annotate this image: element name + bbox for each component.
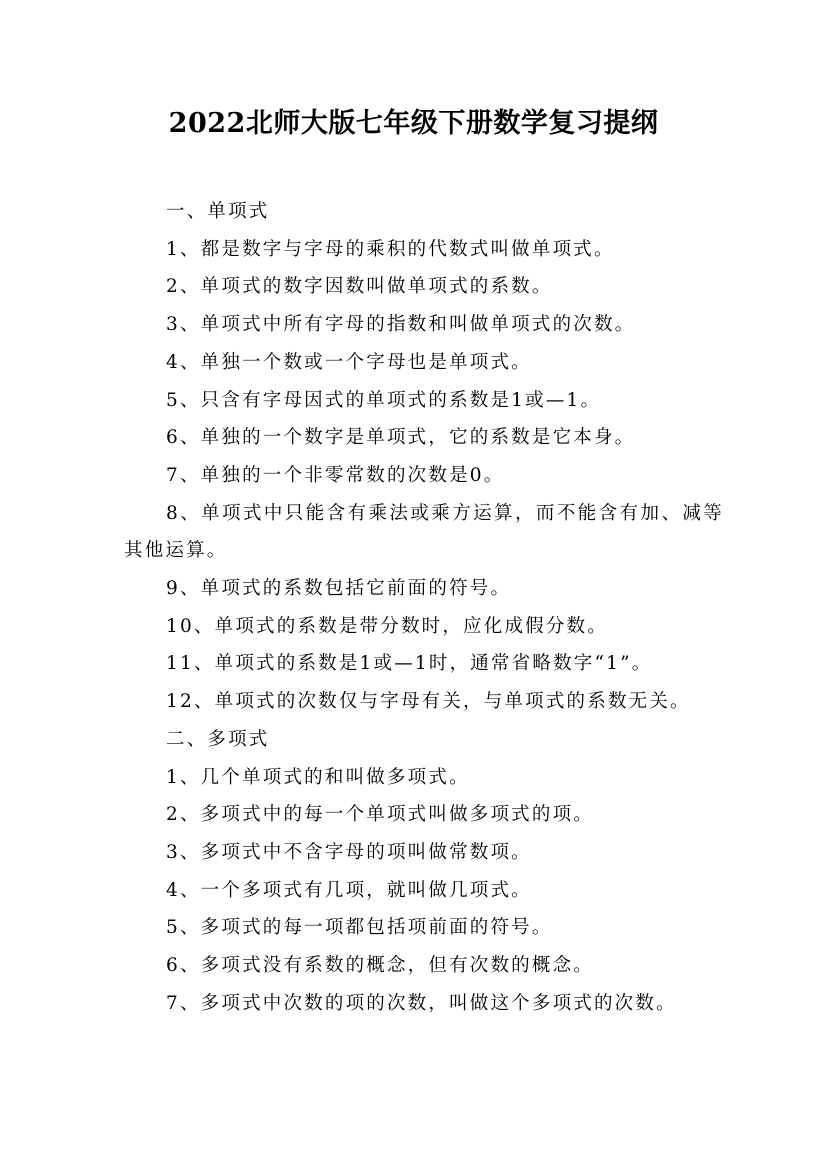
list-item: 3、单项式中所有字母的指数和叫做单项式的次数。 bbox=[166, 314, 636, 336]
list-item: 4、一个多项式有几项，就叫做几项式。 bbox=[166, 879, 532, 901]
section-heading-polynomial: 二、多项式 bbox=[166, 728, 270, 750]
list-item: 9、单项式的系数包括它前面的符号。 bbox=[166, 578, 512, 600]
list-item: 7、多项式中次数的项的次数，叫做这个多项式的次数。 bbox=[166, 992, 677, 1014]
list-item: 7、单独的一个非零常数的次数是0。 bbox=[166, 464, 505, 486]
list-item: 10、单项式的系数是带分数时，应化成假分数。 bbox=[166, 615, 608, 637]
list-item: 6、单独的一个数字是单项式，它的系数是它本身。 bbox=[166, 427, 636, 449]
list-item: 1、几个单项式的和叫做多项式。 bbox=[166, 766, 470, 788]
document-body bbox=[124, 193, 724, 1022]
list-item: 5、只含有字母因式的单项式的系数是1或—1。 bbox=[166, 389, 602, 411]
list-item: 1、都是数字与字母的乘积的代数式叫做单项式。 bbox=[166, 238, 615, 260]
list-item: 2、单项式的数字因数叫做单项式的系数。 bbox=[166, 276, 553, 298]
page-title: 2022北师大版七年级下册数学复习提纲 bbox=[168, 108, 659, 139]
section-heading-monomial: 一、单项式 bbox=[166, 201, 270, 222]
list-item: 3、多项式中不含字母的项叫做常数项。 bbox=[166, 841, 532, 863]
list-item: 4、单独一个数或一个字母也是单项式。 bbox=[166, 351, 532, 373]
list-item: 12、单项式的次数仅与字母有关，与单项式的系数无关。 bbox=[166, 691, 691, 713]
list-item: 11、单项式的系数是1或—1时，通常省略数字“1”。 bbox=[166, 653, 653, 675]
list-item: 2、多项式中的每一个单项式叫做多项式的项。 bbox=[166, 804, 594, 826]
list-item: 5、多项式的每一项都包括项前面的符号。 bbox=[166, 917, 553, 939]
list-item: 6、多项式没有系数的概念，但有次数的概念。 bbox=[166, 955, 594, 977]
list-item: 8、单项式中只能含有乘法或乘方运算，而不能含有加、减等其他运算。 bbox=[124, 502, 724, 562]
